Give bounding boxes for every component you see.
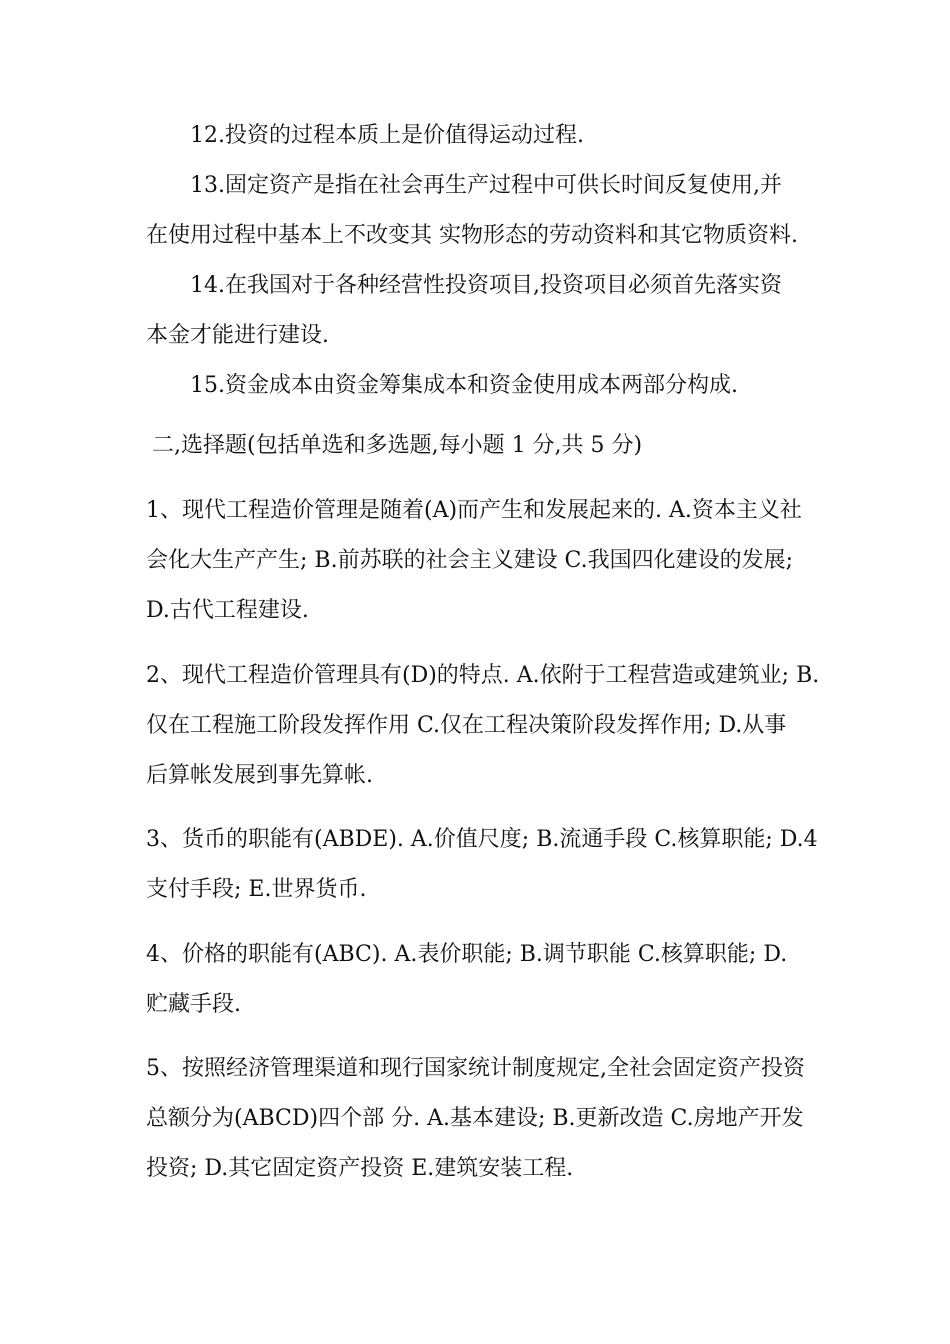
question-2-line-1: 2、现代工程造价管理具有(D)的特点. A.依附于工程营造或建筑业; B. xyxy=(146,663,820,688)
question-4-line-2: 贮藏手段. xyxy=(146,992,241,1017)
question-5-line-1: 5、按照经济管理渠道和现行国家统计制度规定,全社会固定资产投资 xyxy=(146,1056,805,1081)
question-1-line-1: 1、现代工程造价管理是随着(A)而产生和发展起来的. A.资本主义社 xyxy=(146,498,802,523)
question-1-line-3: D.古代工程建设. xyxy=(146,598,309,623)
item-12-line-1: 12.投资的过程本质上是价值得运动过程. xyxy=(190,123,584,148)
section-2-heading: 二,选择题(包括单选和多选题,每小题 1 分,共 5 分) xyxy=(152,433,643,458)
question-2-line-3: 后算帐发展到事先算帐. xyxy=(146,763,373,788)
item-14-line-1: 14.在我国对于各种经营性投资项目,投资项目必须首先落实资 xyxy=(190,273,782,298)
question-5-line-3: 投资; D.其它固定资产投资 E.建筑安装工程. xyxy=(146,1156,574,1181)
item-13-line-1: 13.固定资产是指在社会再生产过程中可供长时间反复使用,并 xyxy=(190,173,782,198)
item-15-line-1: 15.资金成本由资金筹集成本和资金使用成本两部分构成. xyxy=(190,373,738,398)
item-14-line-2: 本金才能进行建设. xyxy=(146,323,329,348)
question-5-line-2: 总额分为(ABCD)四个部 分. A.基本建设; B.更新改造 C.房地产开发 xyxy=(146,1106,804,1131)
question-3-line-1: 3、货币的职能有(ABDE). A.价值尺度; B.流通手段 C.核算职能; D.4 xyxy=(146,827,818,852)
question-3-line-2: 支付手段; E.世界货币. xyxy=(146,877,367,902)
question-4-line-1: 4、价格的职能有(ABC). A.表价职能; B.调节职能 C.核算职能; D. xyxy=(146,942,788,967)
question-1-line-2: 会化大生产产生; B.前苏联的社会主义建设 C.我国四化建设的发展; xyxy=(146,548,794,573)
question-2-line-2: 仅在工程施工阶段发挥作用 C.仅在工程决策阶段发挥作用; D.从事 xyxy=(146,713,787,738)
item-13-line-2: 在使用过程中基本上不改变其 实物形态的劳动资料和其它物质资料. xyxy=(146,223,798,248)
